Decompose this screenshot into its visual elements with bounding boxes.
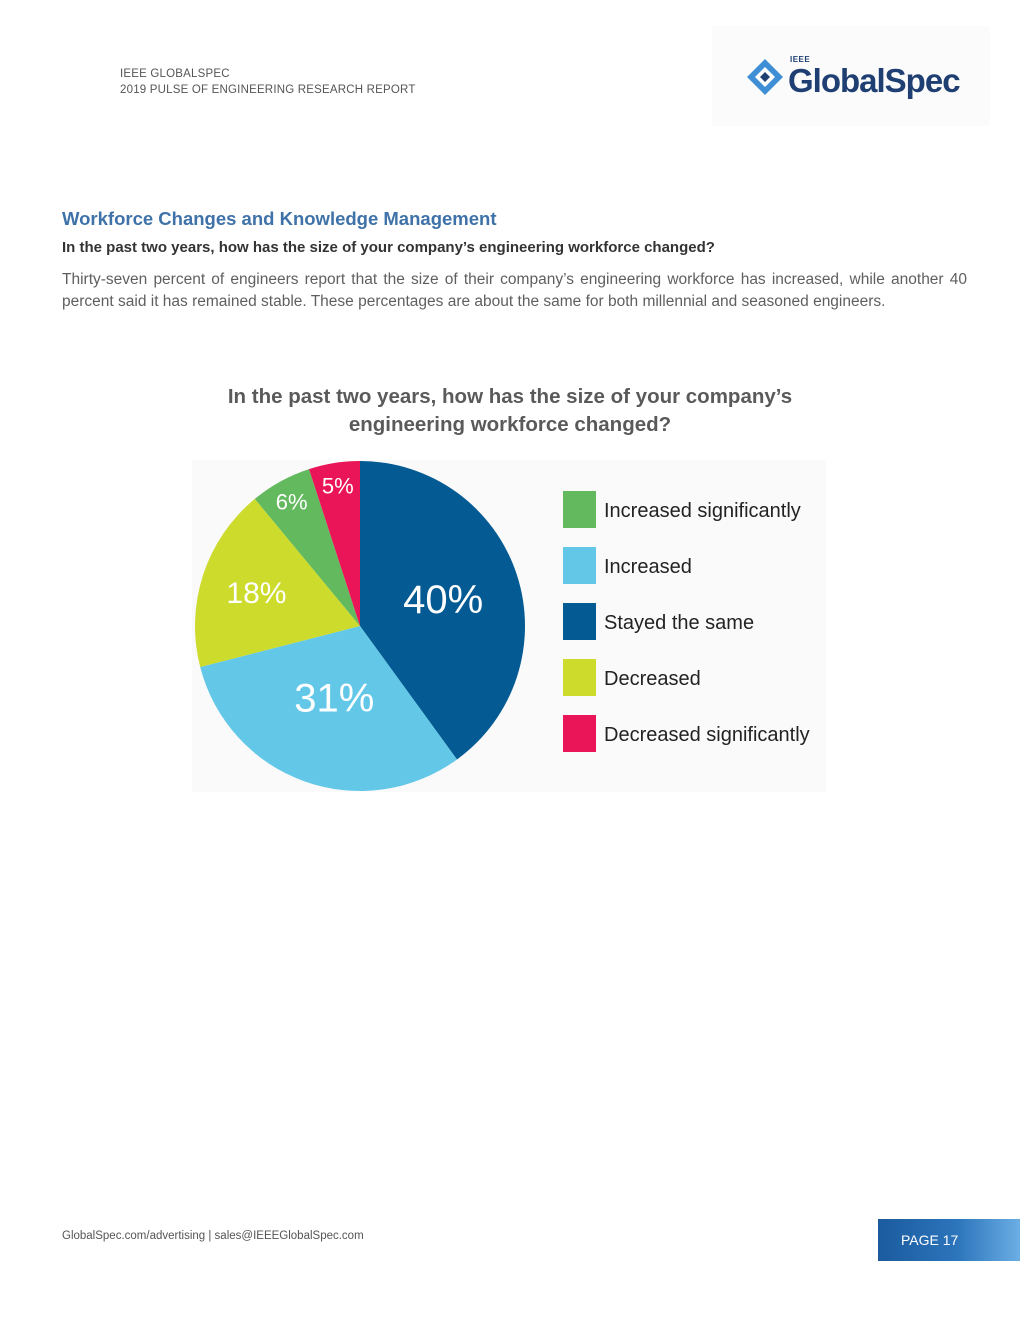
- pie-label-increased-significantly: 6%: [275, 489, 308, 515]
- legend-swatch-decreased-significantly: [563, 715, 596, 752]
- pie-label-stayed-the-same: 40%: [403, 577, 484, 622]
- legend-swatch-increased-significantly: [563, 491, 596, 528]
- page-number: PAGE 17: [901, 1232, 959, 1248]
- legend-swatch-increased: [563, 547, 596, 584]
- report-publisher: IEEE GLOBALSPEC: [120, 68, 230, 80]
- pie-slices: [195, 461, 525, 791]
- legend-swatch-stayed-the-same: [563, 603, 596, 640]
- logo-ieee-text: IEEE: [790, 55, 811, 64]
- legend-label-stayed-the-same: Stayed the same: [604, 612, 755, 634]
- legend-swatch-decreased: [563, 659, 596, 696]
- pie-label-decreased: 18%: [226, 576, 287, 610]
- legend-label-decreased: Decreased: [604, 668, 701, 690]
- legend-label-increased: Increased: [604, 556, 692, 578]
- chart-title-line2: engineering workforce changed?: [348, 413, 672, 436]
- chart-title-line1: In the past two years, how has the size of your company’s: [227, 385, 793, 408]
- logo-wordmark: GlobalSpec: [788, 62, 960, 99]
- pie-label-decreased-significantly: 5%: [321, 473, 354, 499]
- report-title: 2019 PULSE OF ENGINEERING RESEARCH REPORT: [120, 84, 416, 96]
- footer-contact: GlobalSpec.com/advertising | sales@IEEEGlobalSpec.com: [62, 1230, 364, 1242]
- section-title: Workforce Changes and Knowledge Management: [62, 208, 497, 229]
- legend-label-increased-significantly: Increased significantly: [604, 500, 801, 522]
- pie-label-increased: 31%: [294, 676, 375, 721]
- legend-label-decreased-significantly: Decreased significantly: [604, 724, 810, 746]
- section-question: In the past two years, how has the size of your company’s engineering workforce changed?: [62, 239, 715, 256]
- page-number-tab: [878, 1219, 1020, 1261]
- section-body: Thirty-seven percent of engineers report that the size of their company’s engineering workforce has increased, while another 40 percent said it has remained stable. These percentages are about the same for both millennial and seasoned engineers.: [62, 271, 967, 310]
